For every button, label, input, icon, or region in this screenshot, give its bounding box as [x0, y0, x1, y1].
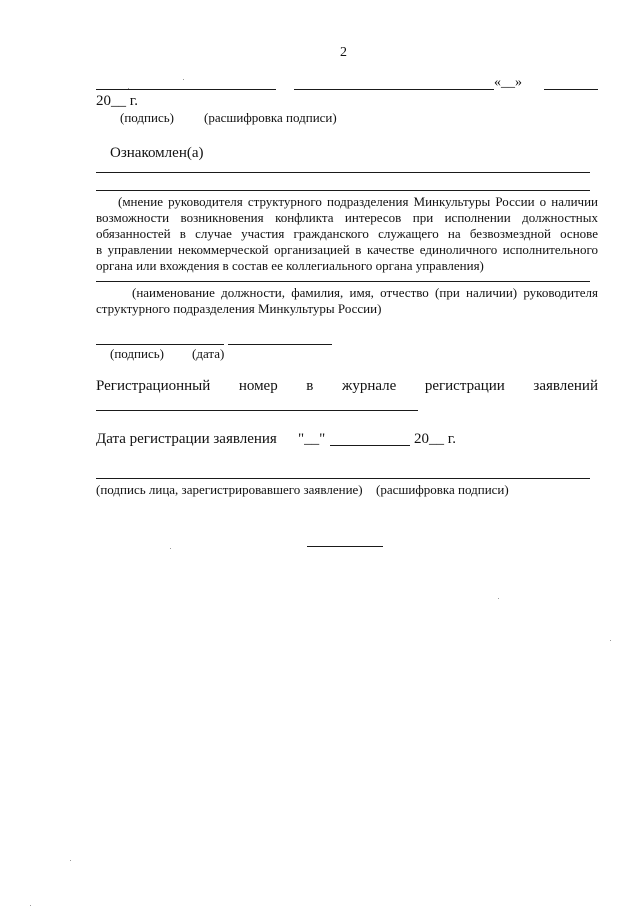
- date-day-field: «__»: [494, 75, 522, 90]
- registration-word: в: [306, 378, 314, 394]
- scan-speck: [183, 79, 184, 80]
- scan-speck: [610, 640, 611, 641]
- head-caption-line: структурного подразделения Минкультуры России): [96, 301, 382, 316]
- head-signature-label: (подпись): [110, 346, 164, 361]
- signature-line: [96, 89, 276, 90]
- head-date-label: (дата): [192, 346, 225, 361]
- registration-month-line: [330, 445, 410, 446]
- head-caption: [96, 285, 598, 317]
- scan-speck: [498, 598, 499, 599]
- year-field: 20__ г.: [96, 93, 138, 109]
- head-caption-line: (наименование должности, фамилия, имя, отчество (при наличии) руководителя: [132, 285, 598, 300]
- opinion-caption-line: возможности возникновения конфликта интересов при исполнении должностных: [96, 210, 598, 225]
- scan-speck: [70, 860, 71, 861]
- registration-number-label: [96, 377, 598, 395]
- registrar-signature-line: [96, 478, 590, 479]
- registration-word: Регистрационный: [96, 378, 211, 394]
- head-name-line: [96, 281, 590, 282]
- closing-divider: [307, 546, 383, 547]
- signature-label: (подпись): [120, 110, 174, 125]
- registration-word: журнале: [341, 378, 397, 394]
- registration-number-line: [96, 410, 418, 411]
- scan-speck: [170, 548, 171, 549]
- signature-decode-label: (расшифровка подписи): [204, 110, 337, 125]
- date-month-line: [544, 89, 598, 90]
- page-number: 2: [340, 45, 347, 60]
- scan-speck: [128, 88, 129, 89]
- registration-word: номер: [238, 378, 278, 394]
- opinion-line-1: [96, 172, 590, 173]
- opinion-caption: [96, 194, 598, 274]
- registration-date-day: "__": [298, 431, 326, 447]
- registration-date-label: Дата регистрации заявления: [96, 431, 277, 447]
- opinion-caption-line: обязанностей в случае участия гражданского служащего на безвозмездной основе: [96, 226, 598, 241]
- opinion-caption-line: (мнение руководителя структурного подразделения Минкультуры России о наличии: [118, 194, 598, 209]
- registration-word: заявлений: [533, 378, 598, 394]
- registrar-signature-label: (подпись лица, зарегистрировавшего заявление): [96, 482, 363, 497]
- registrar-decode-label: (расшифровка подписи): [376, 482, 509, 497]
- acknowledged-label: Ознакомлен(а): [110, 145, 204, 161]
- opinion-caption-line: в управлении некоммерческой организацией в качестве единоличного исполнительного: [96, 242, 598, 257]
- signature-decode-line: [294, 89, 494, 90]
- head-signature-line: [96, 344, 224, 345]
- opinion-line-2: [96, 190, 590, 191]
- registration-word: регистрации: [424, 378, 505, 394]
- registration-date-year: 20__ г.: [414, 431, 456, 447]
- head-date-line: [228, 344, 332, 345]
- opinion-caption-line: органа или вхождения в состав ее коллегиального органа управления): [96, 258, 484, 273]
